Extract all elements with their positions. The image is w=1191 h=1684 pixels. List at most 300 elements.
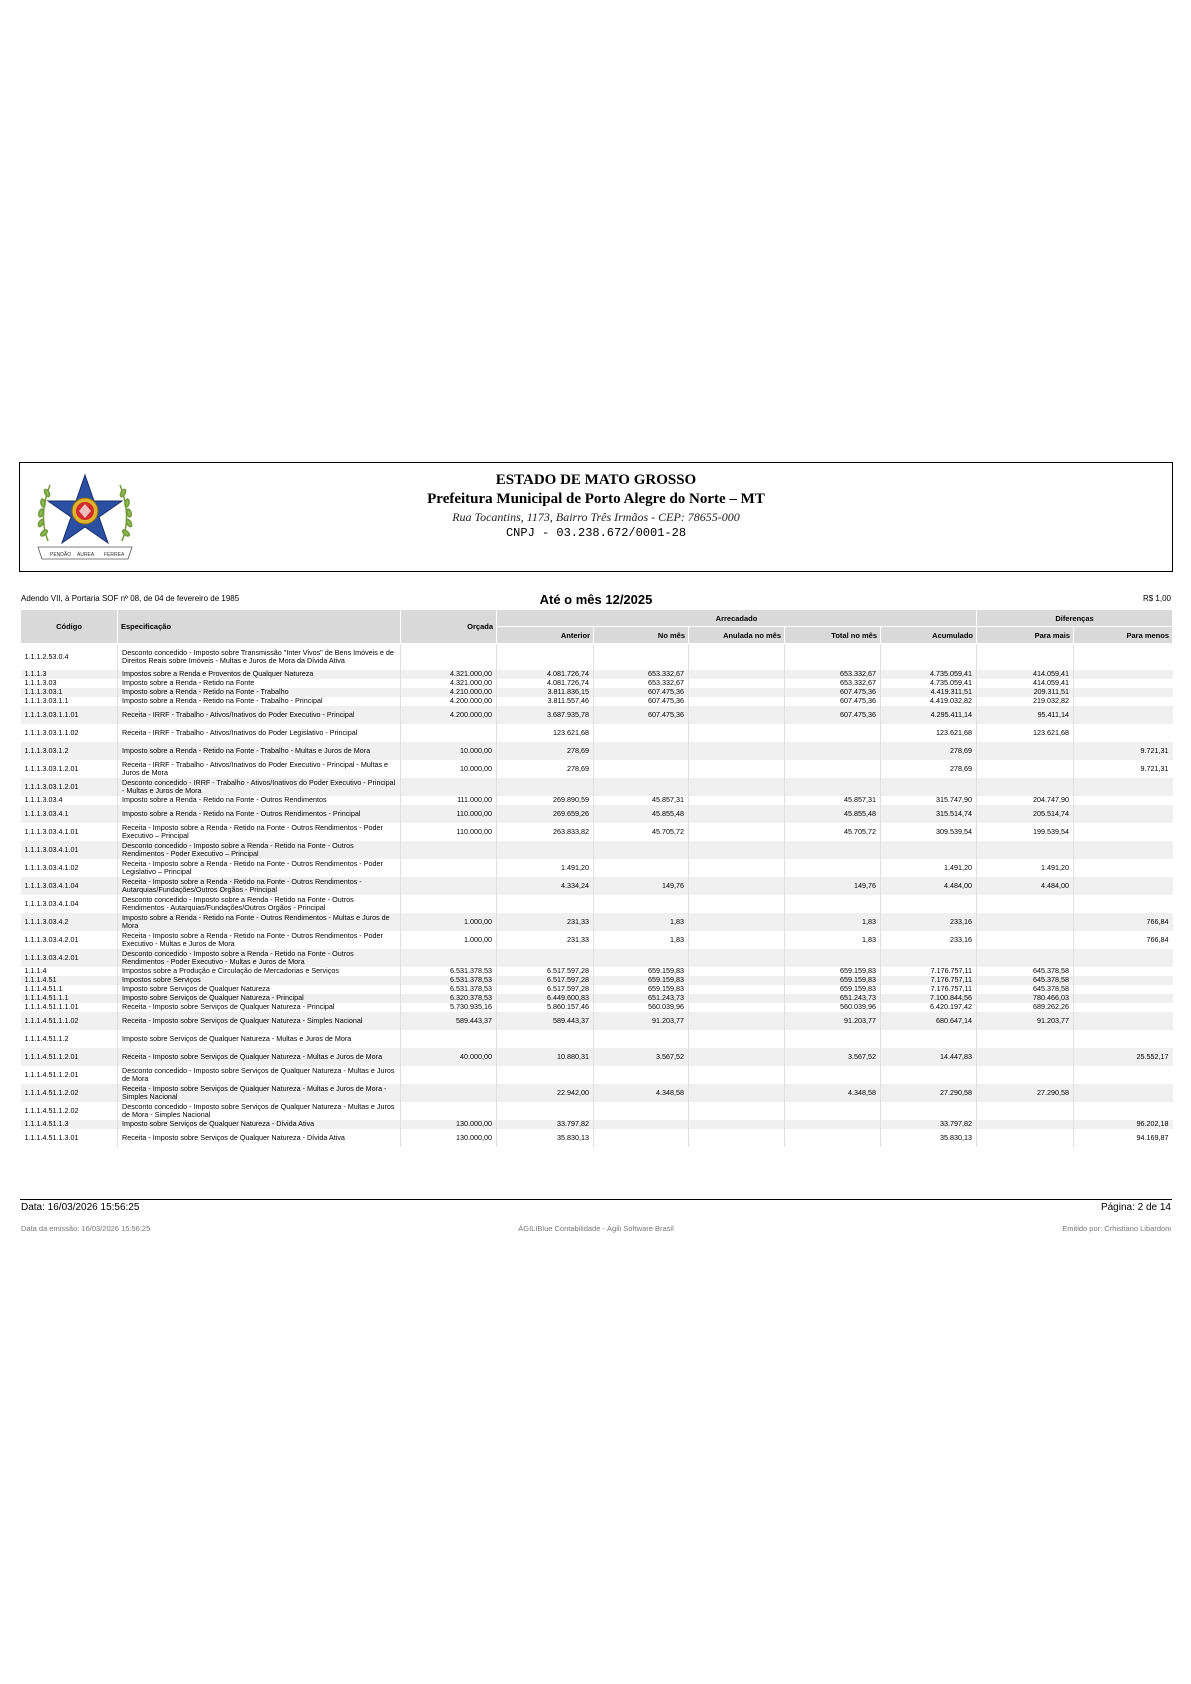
cell-orcada	[401, 1030, 497, 1048]
col-anulada: Anulada no mês	[689, 627, 785, 644]
cell-no-mes: 45.857,31	[594, 796, 689, 805]
cell-para-menos	[1074, 679, 1173, 688]
cell-acumulado: 680.647,14	[881, 1012, 977, 1030]
cell-total-mes: 1,83	[785, 913, 881, 931]
cell-anterior: 6.517.597,28	[497, 985, 594, 994]
cell-total-mes: 45.857,31	[785, 796, 881, 805]
cell-codigo: 1.1.1.4.51.1	[24, 984, 63, 994]
cell-no-mes: 607.475,36	[594, 688, 689, 697]
cell-no-mes: 149,76	[594, 877, 689, 895]
cell-acumulado	[881, 895, 977, 913]
cell-anterior: 1.491,20	[497, 859, 594, 877]
cell-no-mes	[594, 724, 689, 742]
cell-para-menos	[1074, 985, 1173, 994]
cell-orcada	[401, 859, 497, 877]
cell-codigo: 1.1.1.3.03.4.2	[21, 913, 118, 931]
cell-anterior: 231,33	[497, 931, 594, 949]
cell-codigo: 1.1.1.4.51.1.2.02	[24, 1105, 79, 1115]
cell-anterior: 3.811.836,15	[497, 688, 594, 697]
cell-acumulado: 7.100.844,56	[881, 994, 977, 1003]
cell-especificacao: Receita - Imposto sobre Serviços de Qualquer Natureza - Multas e Juros de Mora	[118, 1048, 401, 1066]
cell-para-mais: 414.059,41	[977, 679, 1074, 688]
address: Rua Tocantins, 1173, Bairro Três Irmãos - CEP: 78655-000	[452, 510, 740, 524]
cell-codigo: 1.1.1.3.03.4.1.02	[24, 862, 79, 872]
cell-codigo: 1.1.1.3.03.4.2.01	[24, 934, 79, 944]
cell-codigo: 1.1.1.3.03.1.2.01	[24, 763, 79, 773]
software-credit: ÁGILIBlue Contabilidade - Ágili Software Brasil	[518, 1224, 674, 1233]
table-row	[21, 778, 1173, 796]
cell-orcada: 6.320.378,53	[401, 994, 497, 1003]
cell-orcada: 4.200.000,00	[401, 706, 497, 724]
cell-acumulado: 123.621,68	[881, 724, 977, 742]
cell-para-mais: 4.484,00	[977, 877, 1074, 895]
cell-para-mais: 204.747,90	[977, 796, 1074, 805]
cell-para-menos	[1074, 895, 1173, 913]
cell-especificacao: Desconto concedido - Imposto sobre Serviços de Qualquer Natureza - Multas e Juros de Mora	[118, 1066, 401, 1084]
crest-word-3: FÉRREA	[104, 552, 125, 558]
cell-para-menos	[1074, 1030, 1173, 1048]
cell-no-mes	[594, 1030, 689, 1048]
col-no-mes: No mês	[594, 627, 689, 644]
cell-especificacao: Receita - IRRF - Trabalho - Ativos/Inativos do Poder Legislativo - Principal	[118, 724, 401, 742]
cell-total-mes: 45.855,48	[785, 805, 881, 823]
cell-orcada: 4.200.000,00	[401, 697, 497, 706]
cell-especificacao: Receita - Imposto sobre Serviços de Qualquer Natureza - Simples Nacional	[118, 1012, 401, 1030]
cell-para-mais	[977, 760, 1074, 778]
col-group-arrecadado: Arrecadado	[497, 610, 977, 627]
cell-anulada	[689, 796, 785, 805]
cell-orcada: 111.000,00	[401, 796, 497, 805]
cell-anterior: 5.860.157,46	[497, 1003, 594, 1012]
cell-anulada	[689, 679, 785, 688]
cell-para-mais: 645.378,58	[977, 985, 1074, 994]
cell-para-menos: 9.721,31	[1074, 760, 1173, 778]
cell-para-menos	[1074, 994, 1173, 1003]
cell-no-mes: 659.159,83	[594, 985, 689, 994]
cell-no-mes: 1,83	[594, 913, 689, 931]
state-name: ESTADO DE MATO GROSSO	[495, 472, 697, 488]
cell-especificacao: Imposto sobre Serviços de Qualquer Natureza - Dívida Ativa	[118, 1120, 401, 1129]
cell-codigo: 1.1.1.3.03.4.2.01	[21, 949, 118, 967]
cell-para-mais: 645.378,58	[977, 976, 1074, 985]
cell-acumulado: 4.419.032,82	[881, 697, 977, 706]
cell-codigo: 1.1.1.3	[21, 670, 118, 679]
cell-anulada	[689, 877, 785, 895]
cell-anulada	[689, 1012, 785, 1030]
cell-especificacao: Imposto sobre Serviços de Qualquer Natureza - Multas e Juros de Mora	[118, 1030, 401, 1048]
cell-codigo: 1.1.1.3.03.4	[24, 795, 63, 805]
cell-anulada	[689, 823, 785, 841]
cell-total-mes: 149,76	[785, 877, 881, 895]
cell-anterior: 3.687.935,78	[497, 706, 594, 724]
cell-acumulado: 309.539,54	[881, 823, 977, 841]
cell-orcada	[401, 778, 497, 796]
cell-para-menos: 25.552,17	[1074, 1048, 1173, 1066]
cell-anterior: 231,33	[497, 913, 594, 931]
cell-anulada	[689, 1084, 785, 1102]
cell-especificacao: Receita - Imposto sobre a Renda - Retido na Fonte - Outros Rendimentos - Poder Executivo – Principal	[118, 823, 401, 841]
cell-para-mais: 689.262,26	[977, 1003, 1074, 1012]
cell-para-mais: 645.378,58	[977, 967, 1074, 976]
footer-main	[21, 1202, 1171, 1216]
cell-anterior: 33.797,82	[497, 1120, 594, 1129]
cell-acumulado	[881, 644, 977, 671]
cell-para-mais	[977, 644, 1074, 671]
cell-anterior: 35.830,13	[497, 1129, 594, 1147]
cell-anulada	[689, 1129, 785, 1147]
cell-acumulado: 1.491,20	[881, 859, 977, 877]
cell-no-mes	[594, 644, 689, 671]
cell-anulada	[689, 688, 785, 697]
crest-word-2: ÁUREA	[77, 552, 95, 558]
col-acumulado: Acumulado	[881, 627, 977, 644]
cell-orcada: 589.443,37	[401, 1012, 497, 1030]
col-para-mais: Para mais	[977, 627, 1074, 644]
col-para-menos: Para menos	[1074, 627, 1173, 644]
cell-no-mes: 4.348,58	[594, 1084, 689, 1102]
cell-acumulado	[881, 1102, 977, 1120]
cell-codigo: 1.1.1.3.03.1	[21, 688, 118, 697]
cell-para-mais: 209.311,51	[977, 688, 1074, 697]
cell-codigo: 1.1.1.4.51.1.2.02	[21, 1084, 118, 1102]
cell-para-menos: 94.169,87	[1074, 1129, 1173, 1147]
cell-para-mais: 219.032,82	[977, 697, 1074, 706]
cell-total-mes	[785, 778, 881, 796]
cell-especificacao: Desconto concedido - IRRF - Trabalho - Ativos/Inativos do Poder Executivo - Principal - Multas e Juros de Mora	[118, 778, 401, 796]
cell-para-mais	[977, 949, 1074, 967]
cell-no-mes: 653.332,67	[594, 679, 689, 688]
cell-acumulado: 7.176.757,11	[881, 976, 977, 985]
cell-orcada	[401, 644, 497, 671]
cell-orcada: 5.730.935,16	[401, 1003, 497, 1012]
cell-acumulado: 233,16	[881, 931, 977, 949]
cell-orcada: 10.000,00	[401, 760, 497, 778]
cell-para-menos	[1074, 859, 1173, 877]
cell-especificacao: Receita - Imposto sobre a Renda - Retido na Fonte - Outros Rendimentos - Autarquias/Fundações/Outros Orgãos - Principal	[118, 877, 401, 895]
cell-especificacao: Desconto concedido - Imposto sobre a Renda - Retido na Fonte - Outros Rendimentos - Autarquias/Fundações/Outros Orgãos - Principal	[118, 895, 401, 913]
issued-by: Emitido por: Crhistiano Libardoni	[1062, 1224, 1171, 1233]
cell-acumulado: 278,69	[881, 760, 977, 778]
cell-anterior: 269.890,59	[497, 796, 594, 805]
cell-anterior	[497, 1066, 594, 1084]
cell-no-mes: 45.705,72	[594, 823, 689, 841]
table-row	[21, 859, 1173, 877]
cell-para-menos: 96.202,18	[1074, 1120, 1173, 1129]
cell-no-mes: 607.475,36	[594, 697, 689, 706]
cell-anulada	[689, 949, 785, 967]
cell-acumulado	[881, 778, 977, 796]
cell-especificacao: Imposto sobre a Renda - Retido na Fonte - Trabalho	[118, 688, 401, 697]
cell-para-menos	[1074, 697, 1173, 706]
cell-para-mais	[977, 841, 1074, 859]
cell-para-menos	[1074, 1102, 1173, 1120]
cell-orcada: 6.531.378,53	[401, 967, 497, 976]
cell-anulada	[689, 967, 785, 976]
table-row	[21, 1048, 1173, 1066]
cell-codigo: 1.1.1.3.03.4.1	[21, 805, 118, 823]
cell-codigo: 1.1.1.4.51.1.3.01	[24, 1132, 79, 1142]
table-row	[21, 1003, 1173, 1012]
table-row	[21, 1012, 1173, 1030]
table-row	[21, 706, 1173, 724]
cell-anulada	[689, 1030, 785, 1048]
table-row	[21, 841, 1173, 859]
cell-para-mais	[977, 895, 1074, 913]
cell-acumulado	[881, 949, 977, 967]
table-row	[21, 913, 1173, 931]
cell-especificacao: Imposto sobre a Renda - Retido na Fonte - Trabalho - Principal	[118, 697, 401, 706]
cell-especificacao: Imposto sobre Serviços de Qualquer Natureza - Principal	[118, 994, 401, 1003]
cell-no-mes: 659.159,83	[594, 976, 689, 985]
cell-para-menos	[1074, 670, 1173, 679]
cell-anulada	[689, 706, 785, 724]
cell-anulada	[689, 895, 785, 913]
cell-codigo: 1.1.1.3.03.1.2.01	[21, 778, 118, 796]
cell-anterior: 4.334,24	[497, 877, 594, 895]
cell-codigo: 1.1.1.3.03.1.1.01	[21, 706, 118, 724]
cell-para-menos	[1074, 1003, 1173, 1012]
cell-anterior	[497, 778, 594, 796]
table-body	[21, 644, 1173, 1148]
cell-no-mes: 560.039,96	[594, 1003, 689, 1012]
page-number: Página: 2 de 14	[1100, 1202, 1171, 1213]
cell-anterior: 10.880,31	[497, 1048, 594, 1066]
cell-para-menos: 766,84	[1074, 931, 1173, 949]
cell-orcada	[401, 1102, 497, 1120]
cell-anterior: 589.443,37	[497, 1012, 594, 1030]
cell-especificacao: Imposto sobre a Renda - Retido na Fonte - Outros Rendimentos	[118, 796, 401, 805]
cell-total-mes	[785, 1030, 881, 1048]
cell-anulada	[689, 805, 785, 823]
cell-especificacao: Imposto sobre a Renda - Retido na Fonte - Outros Rendimentos - Principal	[118, 805, 401, 823]
cell-anulada	[689, 985, 785, 994]
cell-total-mes: 653.332,67	[785, 670, 881, 679]
cell-anulada	[689, 724, 785, 742]
col-codigo: Código	[21, 610, 118, 644]
cell-especificacao: Receita - Imposto sobre Serviços de Qualquer Natureza - Dívida Ativa	[118, 1129, 401, 1147]
cell-total-mes: 45.705,72	[785, 823, 881, 841]
cell-anulada	[689, 1066, 785, 1084]
cell-anterior: 3.811.557,46	[497, 697, 594, 706]
cell-para-menos	[1074, 805, 1173, 823]
letterhead-text	[20, 471, 1172, 541]
cell-acumulado: 278,69	[881, 742, 977, 760]
cell-anulada	[689, 976, 785, 985]
currency-unit: R$ 1,00	[1142, 594, 1171, 603]
table-row	[21, 1102, 1173, 1120]
cell-no-mes	[594, 778, 689, 796]
table-row	[21, 1066, 1173, 1084]
cell-acumulado: 315.514,74	[881, 805, 977, 823]
cell-anterior: 4.081.726,74	[497, 670, 594, 679]
cell-para-menos: 766,84	[1074, 913, 1173, 931]
cell-total-mes	[785, 724, 881, 742]
cell-anulada	[689, 931, 785, 949]
table-row	[21, 895, 1173, 913]
cell-especificacao: Receita - IRRF - Trabalho - Ativos/Inativos do Poder Executivo - Principal - Multas e Juros de Mora	[118, 760, 401, 778]
cell-orcada: 4.321.000,00	[401, 679, 497, 688]
cell-anulada	[689, 841, 785, 859]
cell-no-mes: 607.475,36	[594, 706, 689, 724]
cell-acumulado: 7.176.757,11	[881, 967, 977, 976]
cell-anterior	[497, 895, 594, 913]
cell-para-mais: 780.466,03	[977, 994, 1074, 1003]
cell-para-menos	[1074, 724, 1173, 742]
cell-no-mes	[594, 760, 689, 778]
cell-especificacao: Imposto sobre Serviços de Qualquer Natureza	[118, 985, 401, 994]
cell-orcada: 40.000,00	[401, 1048, 497, 1066]
cell-anterior	[497, 841, 594, 859]
cell-orcada	[401, 949, 497, 967]
table-row	[21, 644, 1173, 671]
cnpj: CNPJ - 03.238.672/0001-28	[505, 526, 687, 540]
cell-no-mes: 91.203,77	[594, 1012, 689, 1030]
cell-para-mais: 199.539,54	[977, 823, 1074, 841]
cell-codigo: 1.1.1.3.03.4.1.01	[21, 841, 118, 859]
cell-para-mais: 91.203,77	[977, 1012, 1074, 1030]
cell-anterior	[497, 1102, 594, 1120]
table-row	[21, 697, 1173, 706]
cell-orcada: 1.000,00	[401, 913, 497, 931]
cell-especificacao: Receita - Imposto sobre Serviços de Qualquer Natureza - Principal	[118, 1003, 401, 1012]
cell-no-mes	[594, 859, 689, 877]
cell-para-menos	[1074, 841, 1173, 859]
cell-especificacao: Impostos sobre a Renda e Proventos de Qualquer Natureza	[118, 670, 401, 679]
cell-anterior: 6.517.597,28	[497, 976, 594, 985]
cell-acumulado: 4.484,00	[881, 877, 977, 895]
cell-especificacao: Receita - Imposto sobre a Renda - Retido na Fonte - Outros Rendimentos - Poder Legislativo – Principal	[118, 859, 401, 877]
cell-para-mais	[977, 1030, 1074, 1048]
cell-para-menos	[1074, 967, 1173, 976]
cell-orcada	[401, 841, 497, 859]
cell-acumulado: 4.735.059,41	[881, 670, 977, 679]
table-row	[21, 931, 1173, 949]
cell-para-mais	[977, 1129, 1074, 1147]
cell-acumulado: 6.420.197,42	[881, 1003, 977, 1012]
cell-codigo: 1.1.1.4	[24, 966, 47, 976]
cell-especificacao: Desconto concedido - Imposto sobre Transmissão "Inter Vivos" de Bens Imóveis e de Direitos Reais sobre Imóveis - Multas e Juros de Mora da Dívida Ativa	[118, 644, 401, 671]
cell-acumulado: 4.295.411,14	[881, 706, 977, 724]
cell-codigo: 1.1.1.4.51.1.2.01	[21, 1048, 118, 1066]
cell-codigo: 1.1.1.4.51.1.1	[21, 994, 118, 1003]
cell-para-mais	[977, 1066, 1074, 1084]
letterhead	[19, 462, 1173, 572]
table-row	[21, 949, 1173, 967]
cell-orcada: 130.000,00	[401, 1120, 497, 1129]
cell-especificacao: Receita - Imposto sobre Serviços de Qualquer Natureza - Multas e Juros de Mora - Simples Nacional	[118, 1084, 401, 1102]
cell-anterior: 278,69	[497, 742, 594, 760]
cell-total-mes: 607.475,36	[785, 688, 881, 697]
cell-anulada	[689, 994, 785, 1003]
cell-total-mes	[785, 1129, 881, 1147]
cell-para-menos	[1074, 976, 1173, 985]
footer-divider	[20, 1199, 1172, 1200]
cell-no-mes	[594, 895, 689, 913]
table-header	[21, 610, 1173, 644]
cell-codigo: 1.1.1.3.03.1.1.02	[24, 727, 79, 737]
cell-no-mes	[594, 1129, 689, 1147]
cell-para-menos	[1074, 877, 1173, 895]
cell-codigo: 1.1.1.4.51.1.3	[21, 1120, 118, 1129]
table-row	[21, 760, 1173, 778]
cell-acumulado: 233,16	[881, 913, 977, 931]
cell-anterior: 123.621,68	[497, 724, 594, 742]
cell-orcada: 6.531.378,53	[401, 985, 497, 994]
cell-especificacao: Imposto sobre a Renda - Retido na Fonte - Outros Rendimentos - Multas e Juros de Mora	[118, 913, 401, 931]
cell-total-mes	[785, 949, 881, 967]
cell-orcada: 4.321.000,00	[401, 670, 497, 679]
cell-total-mes: 3.567,52	[785, 1048, 881, 1066]
cell-para-mais: 1.491,20	[977, 859, 1074, 877]
cell-orcada: 130.000,00	[401, 1129, 497, 1147]
cell-para-mais	[977, 778, 1074, 796]
cell-total-mes	[785, 1120, 881, 1129]
cell-para-menos: 9.721,31	[1074, 742, 1173, 760]
cell-total-mes	[785, 742, 881, 760]
cell-para-menos	[1074, 706, 1173, 724]
cell-especificacao: Impostos sobre Serviços	[118, 976, 401, 985]
table-row	[21, 724, 1173, 742]
cell-anterior: 6.517.597,28	[497, 967, 594, 976]
cell-para-menos	[1074, 796, 1173, 805]
cell-orcada	[401, 1084, 497, 1102]
cell-para-menos	[1074, 1012, 1173, 1030]
cell-acumulado: 4.735.059,41	[881, 679, 977, 688]
cell-acumulado: 27.290,58	[881, 1084, 977, 1102]
table-row	[21, 823, 1173, 841]
table-row	[21, 1120, 1173, 1129]
cell-acumulado: 14.447,83	[881, 1048, 977, 1066]
cell-orcada: 10.000,00	[401, 742, 497, 760]
cell-total-mes	[785, 841, 881, 859]
cell-especificacao: Desconto concedido - Imposto sobre Serviços de Qualquer Natureza - Multas e Juros de Mora - Simples Nacional	[118, 1102, 401, 1120]
cell-para-mais	[977, 931, 1074, 949]
cell-orcada	[401, 877, 497, 895]
cell-total-mes: 653.332,67	[785, 679, 881, 688]
cell-acumulado	[881, 1066, 977, 1084]
cell-anterior: 263.833,82	[497, 823, 594, 841]
cell-total-mes: 91.203,77	[785, 1012, 881, 1030]
cell-total-mes: 659.159,83	[785, 976, 881, 985]
table-row	[21, 805, 1173, 823]
cell-anterior: 4.081.726,74	[497, 679, 594, 688]
cell-codigo: 1.1.1.4.51.1.2.01	[24, 1069, 79, 1079]
cell-total-mes	[785, 1066, 881, 1084]
cell-total-mes	[785, 1102, 881, 1120]
table-row	[21, 1129, 1173, 1147]
cell-no-mes	[594, 1102, 689, 1120]
cell-codigo: 1.1.1.3.03.4.1.01	[24, 826, 79, 836]
cell-anulada	[689, 742, 785, 760]
cell-total-mes	[785, 760, 881, 778]
cell-especificacao: Desconto concedido - Imposto sobre a Renda - Retido na Fonte - Outros Rendimentos - Poder Executivo – Principal	[118, 841, 401, 859]
cell-para-mais: 95.411,14	[977, 706, 1074, 724]
cell-no-mes: 45.855,48	[594, 805, 689, 823]
table-row	[21, 1084, 1173, 1102]
cell-orcada: 4.210.000,00	[401, 688, 497, 697]
cell-anulada	[689, 644, 785, 671]
table-row	[21, 1030, 1173, 1048]
cell-total-mes: 560.039,96	[785, 1003, 881, 1012]
cell-total-mes	[785, 859, 881, 877]
table-row	[21, 796, 1173, 805]
cell-anterior: 22.942,00	[497, 1084, 594, 1102]
cell-para-menos	[1074, 949, 1173, 967]
cell-anterior	[497, 1030, 594, 1048]
cell-acumulado: 35.830,13	[881, 1129, 977, 1147]
cell-acumulado: 33.797,82	[881, 1120, 977, 1129]
cell-anulada	[689, 697, 785, 706]
